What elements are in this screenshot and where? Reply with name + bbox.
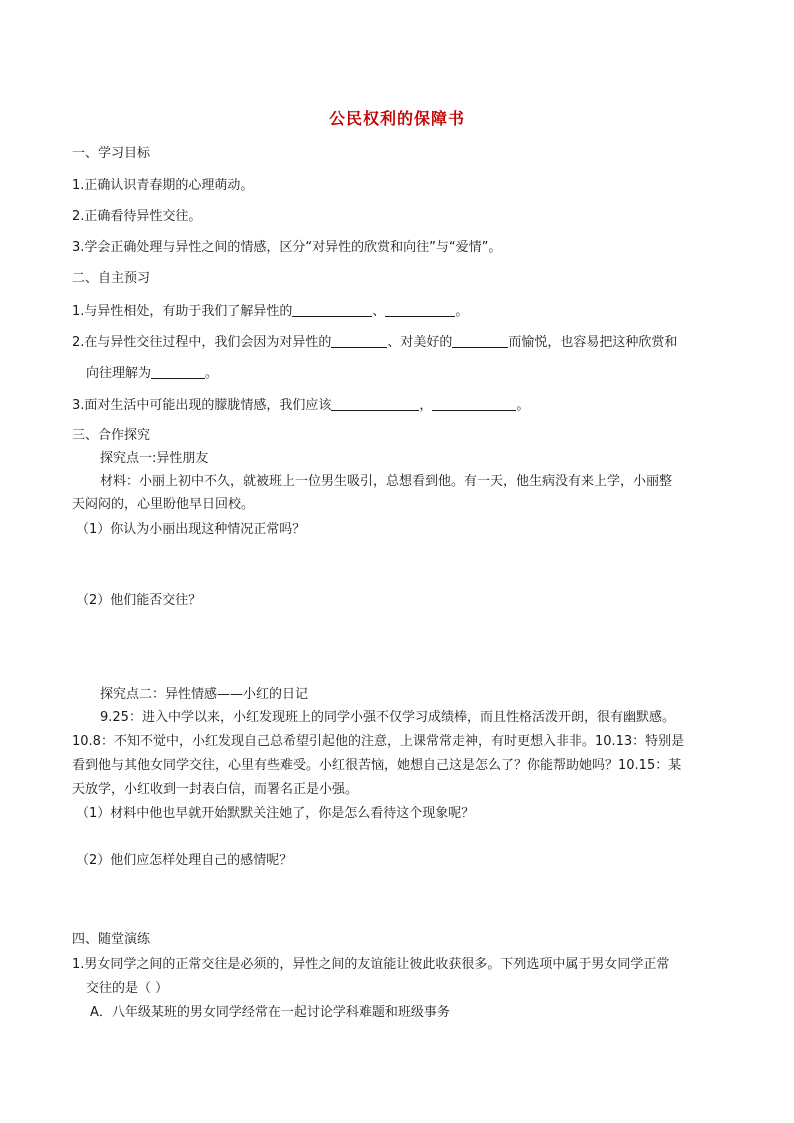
explore-question: （1）你认为小丽出现这种情况正常吗？ xyxy=(76,522,306,537)
diary-text: 9.25：进入中学以来，小红发现班上的同学小强不仅学习成绩棒，而且性格活泼开朗，很有幽默感。 xyxy=(100,710,675,725)
objective-item: 3.学会正确处理与异性之间的情感，区分“对异性的欣赏和向往”与“爱情”。 xyxy=(72,240,502,255)
answer-blank[interactable] xyxy=(292,302,372,317)
question-text: ， xyxy=(419,398,433,413)
diary-text: 天放学，小红收到一封表白信，而署名正是小强。 xyxy=(72,782,359,797)
diary-text: 看到他与其他女同学交往，心里有些难受。小红很苦恼，她想自己这是怎么了？你能帮助她吗？10.15：某 xyxy=(72,758,682,773)
question-text: 而愉悦，也容易把这种欣赏和 xyxy=(508,335,678,350)
question-text: 1.与异性相处，有助于我们了解异性的 xyxy=(72,304,293,319)
preview-question-2-cont xyxy=(86,364,218,383)
answer-blank[interactable] xyxy=(385,302,455,317)
practice-option-a: A．八年级某班的男女同学经常在一起讨论学科难题和班级事务 xyxy=(90,1005,450,1020)
explore-point-2-title: 探究点二：异性情感——小红的日记 xyxy=(100,687,309,702)
question-text: 向往理解为 xyxy=(86,366,152,381)
explore-question: （2）他们应怎样处理自己的感情呢？ xyxy=(76,853,293,868)
preview-question-2 xyxy=(72,333,677,352)
explore-question: （2）他们能否交往？ xyxy=(76,593,202,608)
question-text: 。 xyxy=(516,398,530,413)
question-text: 。 xyxy=(205,366,219,381)
material-text: 材料：小丽上初中不久，就被班上一位男生吸引，总想看到他。有一天，他生病没有来上学，小丽整 xyxy=(100,474,673,489)
answer-blank[interactable] xyxy=(151,364,205,379)
explore-point-1-title: 探究点一:异性朋友 xyxy=(100,451,209,466)
answer-blank[interactable] xyxy=(432,396,516,411)
question-text: 3.面对生活中可能出现的朦胧情感，我们应该 xyxy=(72,398,332,413)
section-heading-objectives: 一、学习目标 xyxy=(72,146,151,161)
objective-item: 2.正确看待异性交往。 xyxy=(72,209,202,224)
question-text: 、 xyxy=(372,304,386,319)
document-title: 公民权利的保障书 xyxy=(328,109,465,128)
preview-question-3 xyxy=(72,396,529,415)
practice-question-1: 1.男女同学之间的正常交往是必须的，异性之间的友谊能让彼此收获很多。下列选项中属于男女同学正常 xyxy=(72,957,670,972)
explore-question: （1）材料中他也早就开始默默关注她了，你是怎么看待这个现象呢？ xyxy=(76,806,475,821)
section-heading-preview: 二、自主预习 xyxy=(72,271,151,286)
objective-item: 1.正确认识青春期的心理萌动。 xyxy=(72,178,254,193)
question-text: 、对美好的 xyxy=(387,335,453,350)
preview-question-1 xyxy=(72,302,468,321)
answer-blank[interactable] xyxy=(331,396,419,411)
question-text: 。 xyxy=(455,304,469,319)
answer-blank[interactable] xyxy=(452,333,508,348)
answer-blank[interactable] xyxy=(331,333,387,348)
diary-text: 10.8：不知不觉中，小红发现自己总希望引起他的注意，上课常常走神，有时更想入非非。10.13：特别是 xyxy=(72,734,685,749)
section-heading-explore: 三、合作探究 xyxy=(72,428,151,443)
section-heading-practice: 四、随堂演练 xyxy=(72,932,151,947)
material-text: 天闷闷的，心里盼他早日回校。 xyxy=(72,497,255,512)
question-text: 2.在与异性交往过程中，我们会因为对异性的 xyxy=(72,335,332,350)
practice-question-1-cont: 交往的是（ ） xyxy=(86,981,169,996)
